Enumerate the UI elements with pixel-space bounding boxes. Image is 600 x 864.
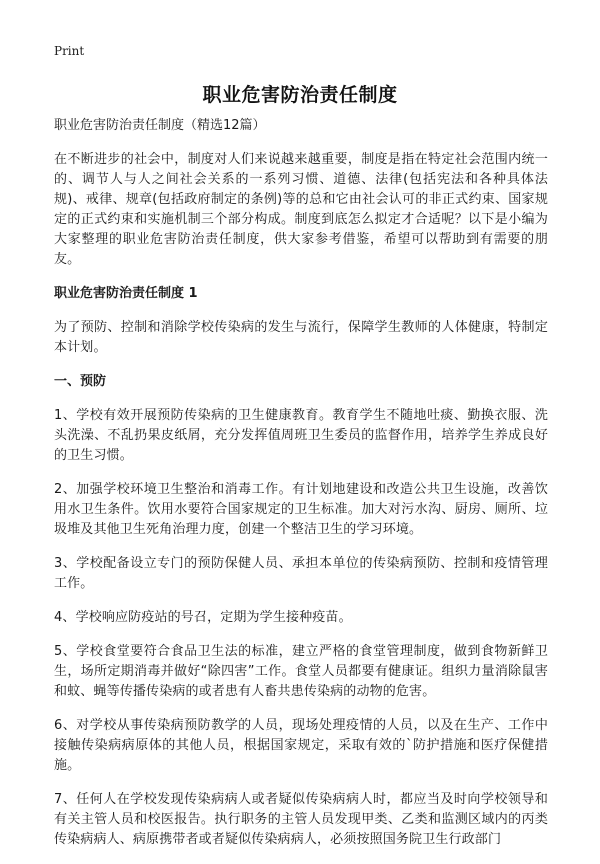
list-item: 1、学校有效开展预防传染病的卫生健康教育。教育学生不随地吐痰、勤换衣服、洗头洗澡、不乱扔果皮纸屑，充分发挥值周班卫生委员的监督作用，培养学生养成良好的卫生习惯。 — [54, 408, 548, 463]
list-item: 4、学校响应防疫站的号召，定期为学生接种疫苗。 — [54, 610, 352, 625]
section-intro-paragraph: 为了预防、控制和消除学校传染病的发生与流行，保障学生教师的人体健康，特制定本计划。 — [54, 320, 548, 355]
page-title: 职业危害防治责任制度 — [202, 84, 398, 106]
document-body — [54, 116, 548, 864]
intro-paragraph: 在不断进步的社会中，制度对人们来说越来越重要，制度是指在特定社会范围内统一的、调节人与人之间社会关系的一系列习惯、道德、法律(包括宪法和各种具体法规)、戒律、规章(包括政府制定的条例)等的总和它由社会认可的非正式约束、国家规定的正式约束和实施机制三个部分构成。制度到底怎么拟定才合适呢？以下是小编为大家整理的职业危害防治责任制度，供大家参考借鉴，希望可以帮助到有需要的朋友。 — [54, 152, 548, 267]
list-item: 5、学校食堂要符合食品卫生法的标准，建立严格的食堂管理制度，做到食物新鲜卫生，场所定期消毒并做好“除四害”工作。食堂人员都要有健康证。组织力量消除鼠害和蚊、蝇等传播传染病的或者患有人畜共患传染病的动物的危害。 — [54, 644, 548, 699]
list-item: 7、任何人在学校发现传染病病人或者疑似传染病病人时，都应当及时向学校领导和有关主管人员和校医报告。执行职务的主管人员发现甲类、乙类和监测区域内的丙类传染病病人、病原携带者或者疑似传染病病人，必须按照国务院卫生行政部门 — [54, 792, 548, 847]
print-link[interactable]: Print — [54, 44, 85, 58]
list-item: 6、对学校从事传染病预防教学的人员，现场处理疫情的人员，以及在生产、工作中接触传染病病原体的其他人员，根据国家规定，采取有效的`防护措施和医疗保健措施。 — [54, 718, 548, 773]
document-subtitle: 职业危害防治责任制度（精选12篇） — [54, 118, 266, 133]
section-heading: 职业危害防治责任制度 1 — [54, 286, 198, 301]
list-item: 2、加强学校环境卫生整治和消毒工作。有计划地建设和改造公共卫生设施，改善饮用水卫生条件。饮用水要符合国家规定的卫生标准。加大对污水沟、厨房、厕所、垃圾堆及其他卫生死角治理力度，创建一个整洁卫生的学习环境。 — [54, 482, 548, 537]
list-item: 3、学校配备设立专门的预防保健人员、承担本单位的传染病预防、控制和疫情管理工作。 — [54, 556, 548, 591]
subsection-heading: 一、预防 — [54, 374, 107, 389]
